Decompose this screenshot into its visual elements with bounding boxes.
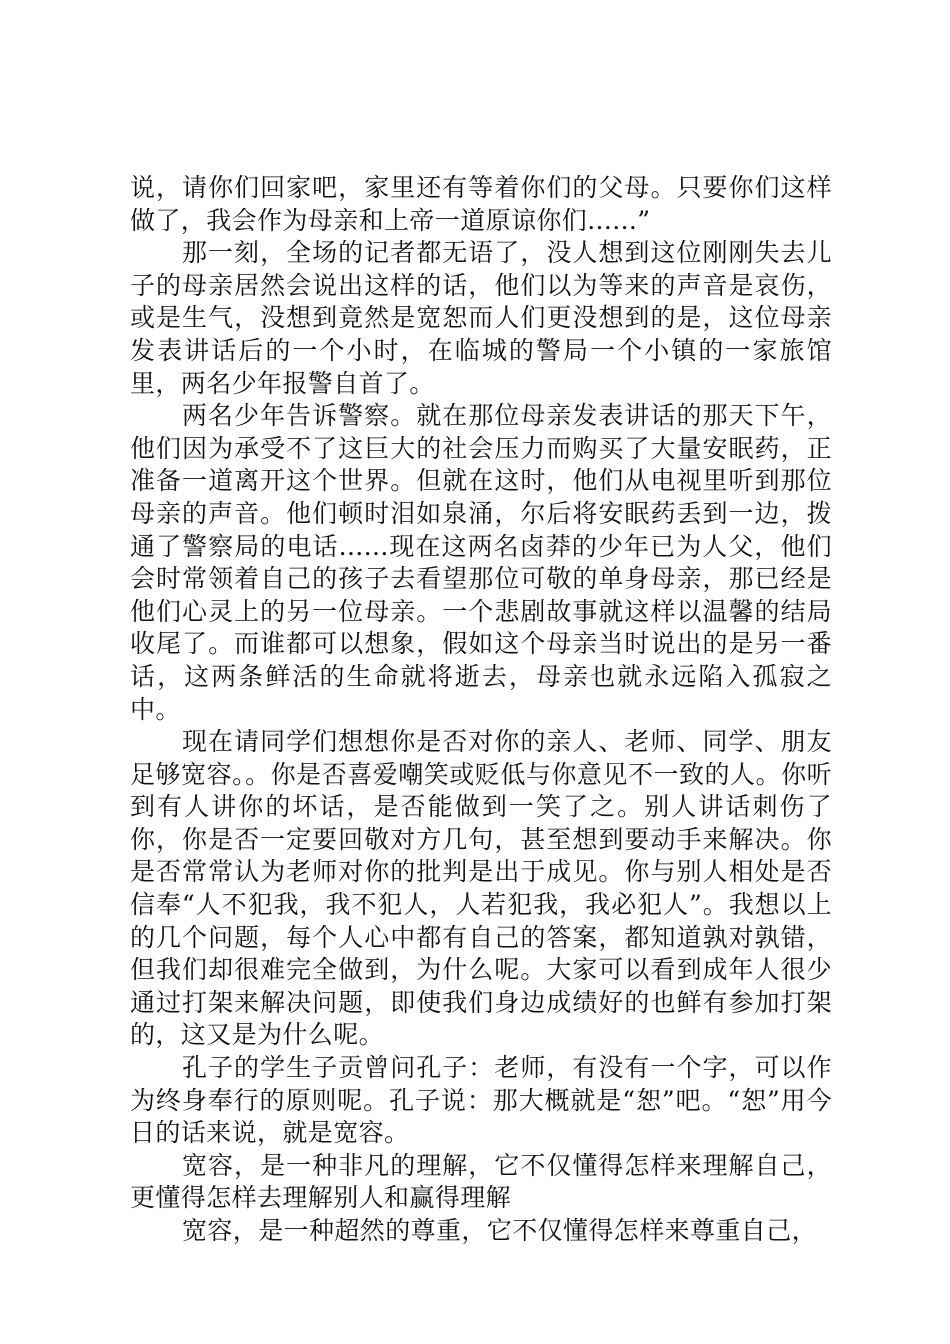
paragraph-7: 宽容，是一种超然的尊重，它不仅懂得怎样来尊重自己， [182, 1216, 818, 1245]
paragraph-6: 宽容，是一种非凡的理解，它不仅懂得怎样来理解自己，更懂得怎样去理解别人和赢得理解 [130, 1150, 832, 1213]
paragraph-5: 孔子的学生子贡曾问孔子：老师，有没有一个字，可以作为终身奉行的原则呢。孔子说：那大概就是“恕”吧。“恕”用今日的话来说，就是宽容。 [130, 1053, 832, 1148]
paragraph-3: 两名少年告诉警察。就在那位母亲发表讲话的那天下午，他们因为承受不了这巨大的社会压力而购买了大量安眠药，正准备一道离开这个世界。但就在这时，他们从电视里听到那位母亲的声音。他们顿时泪如泉涌，尔后将安眠药丢到一边，拨通了警察局的电话......现在这两名卤莽的少年已为人父，他们会时常领着自己的孩子去看望那位可敬的单身母亲，那已经是他们心灵上的另一位母亲。一个悲剧故事就这样以温馨的结局收尾了。而谁都可以想象，假如这个母亲当时说出的是另一番话，这两条鲜活的生命就将逝去，母亲也就永远陷入孤寂之中。 [130, 401, 832, 724]
paragraph-2: 那一刻，全场的记者都无语了，没人想到这位刚刚失去儿子的母亲居然会说出这样的话，他们以为等来的声音是哀伤，或是生气，没想到竟然是宽恕而人们更没想到的是，这位母亲发表讲话后的一个小时，在临城的警局一个小镇的一家旅馆里，两名少年报警自首了。 [130, 238, 832, 398]
paragraph-1: 说，请你们回家吧，家里还有等着你们的父母。只要你们这样做了，我会作为母亲和上帝一道原谅你们......” [130, 173, 832, 235]
paragraph-4: 现在请同学们想想你是否对你的亲人、老师、同学、朋友足够宽容。。你是否喜爱嘲笑或贬低与你意见不一致的人。你听到有人讲你的坏话，是否能做到一笑了之。别人讲话刺伤了你，你是否一定要回敬对方几句，甚至想到要动手来解决。你是否常常认为老师对你的批判是出于成见。你与别人相处是否信奉“人不犯我，我不犯人，人若犯我，我必犯人”。我想以上的几个问题，每个人心中都有自己的答案，都知道孰对孰错，但我们却很难完全做到，为什么呢。大家可以看到成年人很少通过打架来解决问题，即使我们身边成绩好的也鲜有参加打架的，这又是为什么呢。 [130, 727, 832, 1050]
document-page [130, 172, 832, 1248]
